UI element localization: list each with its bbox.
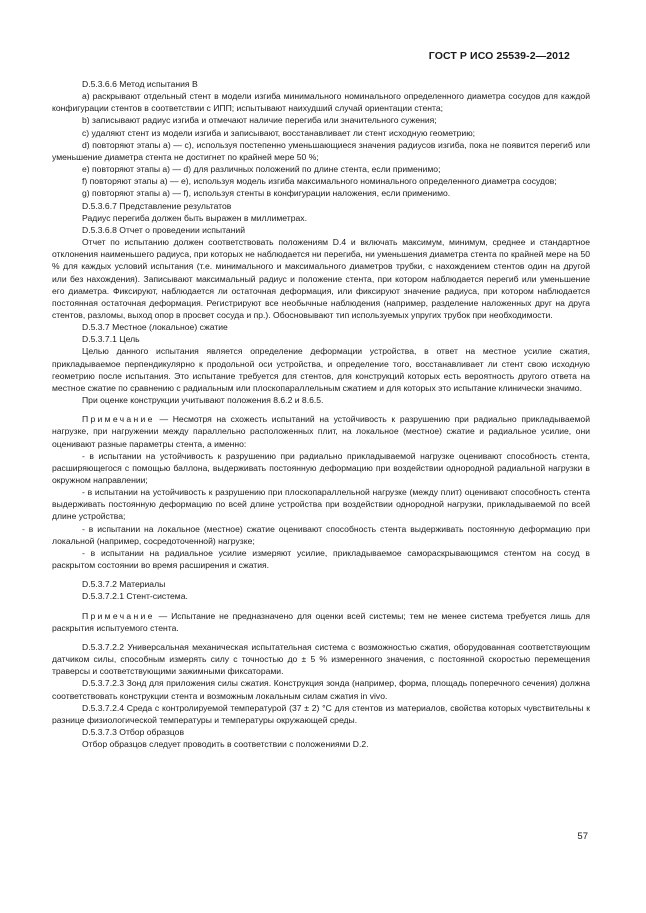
note-item: - в испытании на локальное (местное) сжатие оценивают способность стента выдерживать постоянную деформацию при локальной (например, сосредоточенной) нагрузке;	[52, 523, 590, 546]
list-item: а) раскрывают отдельный стент в модели изгиба минимального номинального определенного диаметра сосудов для каждой конфигурации стентов в соответствии с ИПП; испытывают наихудший случай ориентации стента;	[52, 91, 590, 114]
paragraph: D.5.3.7.2.4 Среда с контролируемой температурой (37 ± 2) °С для стентов из материалов, свойства которых чувствительны к разнице физиологической температуры и температуры окружающей среды.	[52, 702, 590, 725]
note-text: — Испытание не предназначено для оценки всей системы; тем не менее система требуется лишь для раскрытия испытуемого стента.	[52, 610, 590, 633]
list-item: е) повторяют этапы а) — d) для различных положений по длине стента, если применимо;	[82, 164, 441, 175]
note-paragraph	[52, 610, 590, 634]
paragraph: Радиус перегиба должен быть выражен в миллиметрах.	[82, 212, 307, 223]
list-item: f) повторяют этапы а) — е), используя модель изгиба максимального номинального определенного диаметра сосудов;	[82, 176, 557, 187]
section-heading: D.5.3.6.6 Метод испытания В	[82, 79, 198, 89]
note-label: Примечание	[82, 610, 155, 621]
document-header: ГОСТ Р ИСО 25539-2—2012	[428, 50, 570, 62]
page-number: 57	[577, 831, 588, 842]
list-item: d) повторяют этапы а) — с), используя постепенно уменьшающиеся значения радиусов изгиба, пока не появится перегиб или уменьшение диаметра стента не достигнет по крайней мере 50 %;	[52, 139, 590, 162]
list-item: g) повторяют этапы а) — f), используя стенты в конфигурации наложения, если применимо.	[82, 188, 451, 199]
section-heading: D.5.3.7.3 Отбор образцов	[82, 726, 185, 737]
paragraph: Отчет по испытанию должен соответствовать положениям D.4 и включать максимум, минимум, среднее и стандартное отклонения наименьшего радиуса, при которых не наблюдается ни перегиба, ни уменьшения диаметра стента по крайней мере на 50 % для каждых условий испытания (т.е. минимального и максимального диаметров трубки, с нахождением стентов один на другой или без нахождения). Записывают максимальный радиус и положение стента, при котором наблюдается перегиб или уменьшение его диаметра. Фиксируют, наблюдается ли остаточная деформация, или фиксируют значение радиуса, при котором наблюдается постоянная остаточная деформация. Регистрируют все необычные наблюдения (например, разделение наложенных друг на друга стентов, разломы, выход опор в просвет сосуда и пр.). Обосновывают тип используемых упругих трубок при необходимости.	[52, 237, 590, 320]
paragraph: Целью данного испытания является определение деформации устройства, в ответ на местное усилие сжатия, прикладываемое перпендикулярно к продольной оси устройства, и определение того, восстанавливает ли стент свою исходную геометрию после испытания. Это испытание требуется для стентов, для конструкций которых есть вероятность другого ответа на местное сжатие по сравнению с радиальным или плоскопараллельным сжатием и для которых это испытание клинически значимо.	[52, 346, 590, 393]
note-item: - в испытании на устойчивость к разрушению при радиально прикладываемой нагрузке оценивают способность стента, расширяющегося с помощью баллона, выдерживать постоянную деформацию при воздействии однородной радиальной нагрузки в окружном направлении;	[52, 450, 590, 485]
note-item: - в испытании на радиальное усилие измеряют усилие, прикладываемое самораскрывающимся стентом на сосуд в раскрытом состоянии во время расширения и сжатия.	[52, 547, 590, 571]
paragraph: При оценке конструкции учитывают положения 8.6.2 и 8.6.5.	[82, 395, 324, 406]
section-heading: D.5.3.7.1 Цель	[82, 334, 140, 345]
paragraph: Отбор образцов следует проводить в соответствии с положениями D.2.	[82, 739, 369, 750]
note-text: — Несмотря на схожесть испытаний на устойчивость к разрушению при радиально прикладываемой нагрузке, при нагружении между параллельно расположенных плит, на локальное (местное) сжатие и радиальное усилие, они оценивают разные параметры стента, а именно:	[52, 414, 590, 449]
note-item: - в испытании на устойчивость к разрушению при плоскопараллельной нагрузке (между плит) оценивают способность стента выдерживать постоянную деформацию по всей длине устройства при воздействии однородной нагрузки, прикладываемой по всей длине устройства;	[52, 487, 590, 522]
section-heading: D.5.3.6.7 Представление результатов	[82, 200, 232, 211]
section-heading: D.5.3.6.8 Отчет о проведении испытаний	[82, 224, 246, 235]
section-heading: D.5.3.7.2 Материалы	[82, 579, 166, 590]
list-item: с) удаляют стент из модели изгиба и записывают, восстанавливает ли стент исходную геометрию;	[82, 127, 476, 138]
note-paragraph	[52, 413, 590, 449]
list-item: b) записывают радиус изгиба и отмечают наличие перегиба или значительного сужения;	[82, 115, 437, 126]
section-heading: D.5.3.7 Местное (локальное) сжатие	[82, 322, 228, 333]
note-label: Примечание	[82, 414, 155, 425]
paragraph: D.5.3.7.2.3 Зонд для приложения силы сжатия. Конструкция зонда (например, форма, площадь поперечного сечения) должна соответствовать конструкции стента и возможным локальным силам сжатия in vivo.	[52, 678, 590, 701]
paragraph: D.5.3.7.2.2 Универсальная механическая испытательная система с возможностью сжатия, оборудованная соответствующим датчиком силы, способным измерять силу с точностью до ± 5 % измеренного значения, с постоянной скоростью перемещения траверсы и соответствующими зажимными фиксаторами.	[52, 641, 590, 677]
section-heading: D.5.3.7.2.1 Стент-система.	[82, 591, 188, 602]
page-content	[52, 78, 590, 750]
